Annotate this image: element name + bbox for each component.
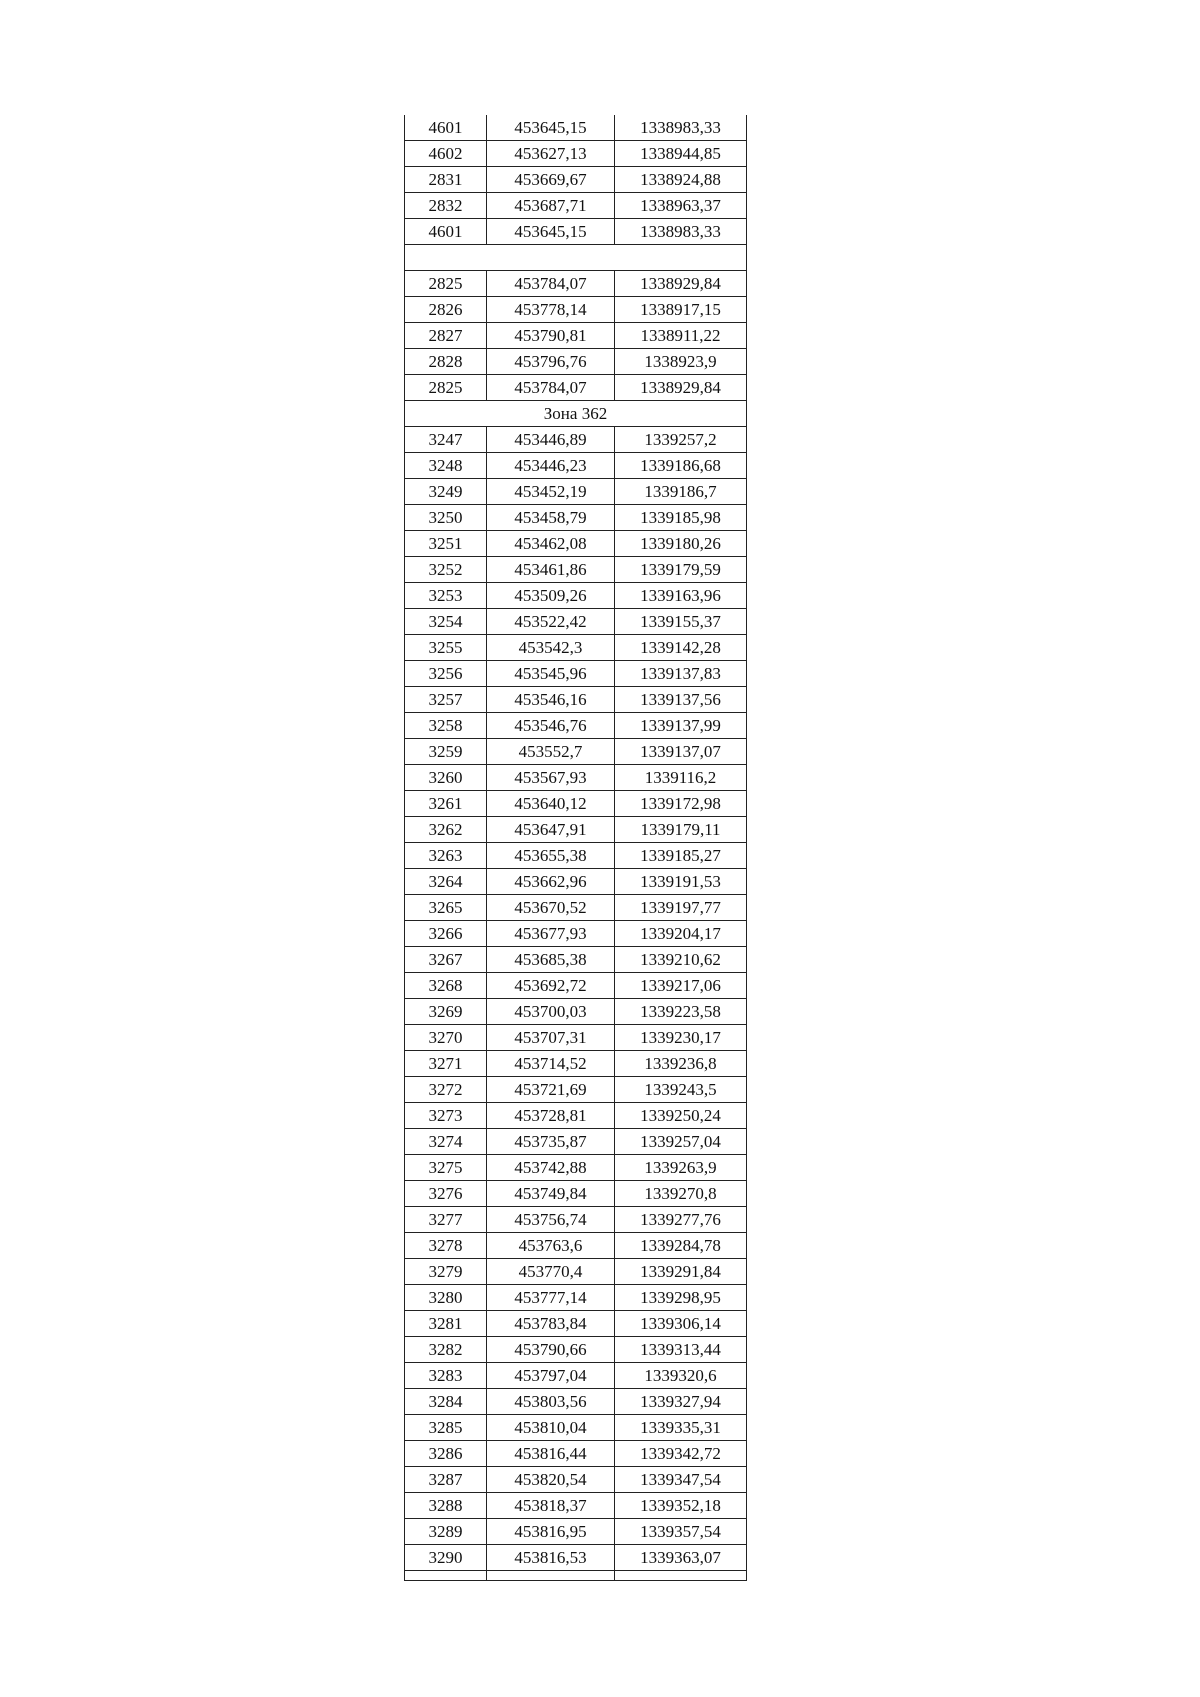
x-coordinate-cell: 453545,96 — [487, 661, 615, 687]
zone-label: Зона 362 — [405, 401, 747, 427]
y-coordinate-cell: 1338944,85 — [615, 141, 747, 167]
y-coordinate-cell: 1339197,77 — [615, 895, 747, 921]
y-coordinate-cell: 1339179,59 — [615, 557, 747, 583]
point-number-cell: 3275 — [405, 1155, 487, 1181]
table-row — [405, 375, 747, 401]
x-coordinate-cell: 453647,91 — [487, 817, 615, 843]
point-number-cell: 3289 — [405, 1519, 487, 1545]
y-coordinate-cell: 1339223,58 — [615, 999, 747, 1025]
table-row — [405, 1311, 747, 1337]
point-number-cell: 3279 — [405, 1259, 487, 1285]
y-coordinate-cell: 1339236,8 — [615, 1051, 747, 1077]
y-coordinate-cell: 1339320,6 — [615, 1363, 747, 1389]
blank-separator-row — [405, 245, 747, 271]
x-coordinate-cell: 453721,69 — [487, 1077, 615, 1103]
x-coordinate-cell: 453692,72 — [487, 973, 615, 999]
point-number-cell: 3284 — [405, 1389, 487, 1415]
y-coordinate-cell: 1339263,9 — [615, 1155, 747, 1181]
table-row — [405, 323, 747, 349]
x-coordinate-cell: 453777,14 — [487, 1285, 615, 1311]
y-coordinate-cell: 1339185,27 — [615, 843, 747, 869]
x-coordinate-cell: 453645,15 — [487, 219, 615, 245]
y-coordinate-cell: 1339163,96 — [615, 583, 747, 609]
y-coordinate-cell: 1338924,88 — [615, 167, 747, 193]
table-row — [405, 1155, 747, 1181]
y-coordinate-cell: 1339179,11 — [615, 817, 747, 843]
x-coordinate-cell: 453816,44 — [487, 1441, 615, 1467]
point-number-cell: 2825 — [405, 271, 487, 297]
point-number-cell: 3268 — [405, 973, 487, 999]
point-number-cell: 3287 — [405, 1467, 487, 1493]
table-row — [405, 895, 747, 921]
y-coordinate-cell: 1339306,14 — [615, 1311, 747, 1337]
y-coordinate-cell: 1339137,83 — [615, 661, 747, 687]
y-coordinate-cell: 1338983,33 — [615, 115, 747, 141]
x-coordinate-cell: 453669,67 — [487, 167, 615, 193]
point-number-cell: 2826 — [405, 297, 487, 323]
table-row — [405, 1077, 747, 1103]
coordinates-table — [404, 115, 747, 1581]
table-row — [405, 531, 747, 557]
table-row — [405, 349, 747, 375]
x-coordinate-cell: 453462,08 — [487, 531, 615, 557]
table-row — [405, 973, 747, 999]
point-number-cell: 3271 — [405, 1051, 487, 1077]
point-number-cell: 3283 — [405, 1363, 487, 1389]
y-coordinate-cell: 1339155,37 — [615, 609, 747, 635]
x-coordinate-cell: 453714,52 — [487, 1051, 615, 1077]
point-number-cell: 4601 — [405, 115, 487, 141]
table-row — [405, 817, 747, 843]
table-row — [405, 297, 747, 323]
point-number-cell: 2825 — [405, 375, 487, 401]
point-number-cell: 3280 — [405, 1285, 487, 1311]
point-number-cell: 3263 — [405, 843, 487, 869]
point-number-cell: 3282 — [405, 1337, 487, 1363]
x-coordinate-cell: 453749,84 — [487, 1181, 615, 1207]
y-coordinate-cell: 1339342,72 — [615, 1441, 747, 1467]
x-coordinate-cell: 453446,89 — [487, 427, 615, 453]
point-number-cell: 3253 — [405, 583, 487, 609]
point-number-cell: 3288 — [405, 1493, 487, 1519]
table-row — [405, 765, 747, 791]
point-number-cell: 2827 — [405, 323, 487, 349]
x-coordinate-cell: 453818,37 — [487, 1493, 615, 1519]
x-coordinate-cell: 453645,15 — [487, 115, 615, 141]
table-row — [405, 1493, 747, 1519]
x-coordinate-cell: 453784,07 — [487, 271, 615, 297]
table-row — [405, 869, 747, 895]
point-number-cell: 3256 — [405, 661, 487, 687]
y-coordinate-cell: 1339137,07 — [615, 739, 747, 765]
x-coordinate-cell: 453707,31 — [487, 1025, 615, 1051]
table-row — [405, 427, 747, 453]
table-tail-row — [405, 1571, 747, 1581]
point-number-cell: 3264 — [405, 869, 487, 895]
table-row — [405, 1441, 747, 1467]
x-coordinate-cell: 453735,87 — [487, 1129, 615, 1155]
table-row — [405, 115, 747, 141]
point-number-cell: 3255 — [405, 635, 487, 661]
table-row — [405, 791, 747, 817]
table-row — [405, 453, 747, 479]
point-number-cell: 3278 — [405, 1233, 487, 1259]
x-coordinate-cell: 453458,79 — [487, 505, 615, 531]
table-row — [405, 713, 747, 739]
table-row — [405, 1129, 747, 1155]
x-coordinate-cell: 453770,4 — [487, 1259, 615, 1285]
point-number-cell: 3270 — [405, 1025, 487, 1051]
y-coordinate-cell: 1338929,84 — [615, 271, 747, 297]
point-number-cell: 4602 — [405, 141, 487, 167]
y-coordinate-cell: 1339313,44 — [615, 1337, 747, 1363]
x-coordinate-cell: 453567,93 — [487, 765, 615, 791]
point-number-cell: 2831 — [405, 167, 487, 193]
table-row — [405, 1233, 747, 1259]
table-row — [405, 505, 747, 531]
y-coordinate-cell: 1339347,54 — [615, 1467, 747, 1493]
point-number-cell: 3276 — [405, 1181, 487, 1207]
y-coordinate-cell: 1339352,18 — [615, 1493, 747, 1519]
point-number-cell: 3258 — [405, 713, 487, 739]
x-coordinate-cell: 453627,13 — [487, 141, 615, 167]
table-row — [405, 687, 747, 713]
empty-cell — [405, 1571, 487, 1581]
point-number-cell: 3281 — [405, 1311, 487, 1337]
table-row — [405, 1103, 747, 1129]
table-row — [405, 1519, 747, 1545]
y-coordinate-cell: 1338911,22 — [615, 323, 747, 349]
x-coordinate-cell: 453640,12 — [487, 791, 615, 817]
point-number-cell: 3277 — [405, 1207, 487, 1233]
x-coordinate-cell: 453756,74 — [487, 1207, 615, 1233]
table-row — [405, 583, 747, 609]
point-number-cell: 3286 — [405, 1441, 487, 1467]
point-number-cell: 3290 — [405, 1545, 487, 1571]
point-number-cell: 3269 — [405, 999, 487, 1025]
x-coordinate-cell: 453810,04 — [487, 1415, 615, 1441]
y-coordinate-cell: 1339185,98 — [615, 505, 747, 531]
table-row — [405, 141, 747, 167]
table-row — [405, 167, 747, 193]
y-coordinate-cell: 1338963,37 — [615, 193, 747, 219]
y-coordinate-cell: 1339291,84 — [615, 1259, 747, 1285]
y-coordinate-cell: 1339137,56 — [615, 687, 747, 713]
table-row — [405, 271, 747, 297]
table-row — [405, 1337, 747, 1363]
table-row — [405, 661, 747, 687]
table-row — [405, 1259, 747, 1285]
table-row — [405, 1415, 747, 1441]
point-number-cell: 3260 — [405, 765, 487, 791]
y-coordinate-cell: 1339257,2 — [615, 427, 747, 453]
x-coordinate-cell: 453763,6 — [487, 1233, 615, 1259]
table-row — [405, 739, 747, 765]
table-row — [405, 1207, 747, 1233]
point-number-cell: 3285 — [405, 1415, 487, 1441]
y-coordinate-cell: 1339250,24 — [615, 1103, 747, 1129]
point-number-cell: 3259 — [405, 739, 487, 765]
point-number-cell: 3265 — [405, 895, 487, 921]
x-coordinate-cell: 453728,81 — [487, 1103, 615, 1129]
y-coordinate-cell: 1339137,99 — [615, 713, 747, 739]
y-coordinate-cell: 1339284,78 — [615, 1233, 747, 1259]
table-row — [405, 609, 747, 635]
y-coordinate-cell: 1339186,68 — [615, 453, 747, 479]
x-coordinate-cell: 453816,53 — [487, 1545, 615, 1571]
point-number-cell: 3252 — [405, 557, 487, 583]
x-coordinate-cell: 453803,56 — [487, 1389, 615, 1415]
point-number-cell: 3249 — [405, 479, 487, 505]
y-coordinate-cell: 1339270,8 — [615, 1181, 747, 1207]
point-number-cell: 3273 — [405, 1103, 487, 1129]
point-number-cell: 3248 — [405, 453, 487, 479]
table-row — [405, 635, 747, 661]
y-coordinate-cell: 1339142,28 — [615, 635, 747, 661]
x-coordinate-cell: 453796,76 — [487, 349, 615, 375]
point-number-cell: 3267 — [405, 947, 487, 973]
y-coordinate-cell: 1339230,17 — [615, 1025, 747, 1051]
x-coordinate-cell: 453542,3 — [487, 635, 615, 661]
coordinates-table-body — [405, 115, 747, 1581]
x-coordinate-cell: 453700,03 — [487, 999, 615, 1025]
table-row — [405, 1025, 747, 1051]
y-coordinate-cell: 1339363,07 — [615, 1545, 747, 1571]
x-coordinate-cell: 453687,71 — [487, 193, 615, 219]
blank-separator-cell — [405, 245, 747, 271]
y-coordinate-cell: 1338917,15 — [615, 297, 747, 323]
x-coordinate-cell: 453742,88 — [487, 1155, 615, 1181]
y-coordinate-cell: 1338983,33 — [615, 219, 747, 245]
y-coordinate-cell: 1339298,95 — [615, 1285, 747, 1311]
x-coordinate-cell: 453655,38 — [487, 843, 615, 869]
x-coordinate-cell: 453670,52 — [487, 895, 615, 921]
table-row — [405, 1545, 747, 1571]
table-row — [405, 1389, 747, 1415]
point-number-cell: 3257 — [405, 687, 487, 713]
point-number-cell: 3272 — [405, 1077, 487, 1103]
y-coordinate-cell: 1339191,53 — [615, 869, 747, 895]
point-number-cell: 3266 — [405, 921, 487, 947]
y-coordinate-cell: 1338929,84 — [615, 375, 747, 401]
x-coordinate-cell: 453461,86 — [487, 557, 615, 583]
y-coordinate-cell: 1339357,54 — [615, 1519, 747, 1545]
y-coordinate-cell: 1339204,17 — [615, 921, 747, 947]
y-coordinate-cell: 1339186,7 — [615, 479, 747, 505]
x-coordinate-cell: 453509,26 — [487, 583, 615, 609]
x-coordinate-cell: 453820,54 — [487, 1467, 615, 1493]
table-row — [405, 557, 747, 583]
y-coordinate-cell: 1339116,2 — [615, 765, 747, 791]
table-row — [405, 843, 747, 869]
zone-header-row — [405, 401, 747, 427]
table-row — [405, 1051, 747, 1077]
x-coordinate-cell: 453552,7 — [487, 739, 615, 765]
y-coordinate-cell: 1339335,31 — [615, 1415, 747, 1441]
x-coordinate-cell: 453677,93 — [487, 921, 615, 947]
x-coordinate-cell: 453790,81 — [487, 323, 615, 349]
point-number-cell: 3274 — [405, 1129, 487, 1155]
y-coordinate-cell: 1339243,5 — [615, 1077, 747, 1103]
y-coordinate-cell: 1339210,62 — [615, 947, 747, 973]
x-coordinate-cell: 453790,66 — [487, 1337, 615, 1363]
y-coordinate-cell: 1339180,26 — [615, 531, 747, 557]
point-number-cell: 3251 — [405, 531, 487, 557]
table-row — [405, 193, 747, 219]
x-coordinate-cell: 453816,95 — [487, 1519, 615, 1545]
y-coordinate-cell: 1339277,76 — [615, 1207, 747, 1233]
x-coordinate-cell: 453452,19 — [487, 479, 615, 505]
x-coordinate-cell: 453546,76 — [487, 713, 615, 739]
point-number-cell: 3261 — [405, 791, 487, 817]
table-row — [405, 1285, 747, 1311]
empty-cell — [615, 1571, 747, 1581]
point-number-cell: 3250 — [405, 505, 487, 531]
x-coordinate-cell: 453522,42 — [487, 609, 615, 635]
x-coordinate-cell: 453662,96 — [487, 869, 615, 895]
table-row — [405, 219, 747, 245]
table-row — [405, 921, 747, 947]
y-coordinate-cell: 1338923,9 — [615, 349, 747, 375]
x-coordinate-cell: 453546,16 — [487, 687, 615, 713]
point-number-cell: 2828 — [405, 349, 487, 375]
coordinates-table-container — [404, 115, 746, 1581]
empty-cell — [487, 1571, 615, 1581]
y-coordinate-cell: 1339327,94 — [615, 1389, 747, 1415]
x-coordinate-cell: 453783,84 — [487, 1311, 615, 1337]
y-coordinate-cell: 1339217,06 — [615, 973, 747, 999]
point-number-cell: 3254 — [405, 609, 487, 635]
y-coordinate-cell: 1339257,04 — [615, 1129, 747, 1155]
x-coordinate-cell: 453778,14 — [487, 297, 615, 323]
point-number-cell: 2832 — [405, 193, 487, 219]
table-row — [405, 999, 747, 1025]
table-row — [405, 1363, 747, 1389]
x-coordinate-cell: 453784,07 — [487, 375, 615, 401]
table-row — [405, 1467, 747, 1493]
point-number-cell: 3247 — [405, 427, 487, 453]
x-coordinate-cell: 453446,23 — [487, 453, 615, 479]
table-row — [405, 947, 747, 973]
x-coordinate-cell: 453797,04 — [487, 1363, 615, 1389]
point-number-cell: 4601 — [405, 219, 487, 245]
x-coordinate-cell: 453685,38 — [487, 947, 615, 973]
table-row — [405, 1181, 747, 1207]
y-coordinate-cell: 1339172,98 — [615, 791, 747, 817]
table-row — [405, 479, 747, 505]
point-number-cell: 3262 — [405, 817, 487, 843]
